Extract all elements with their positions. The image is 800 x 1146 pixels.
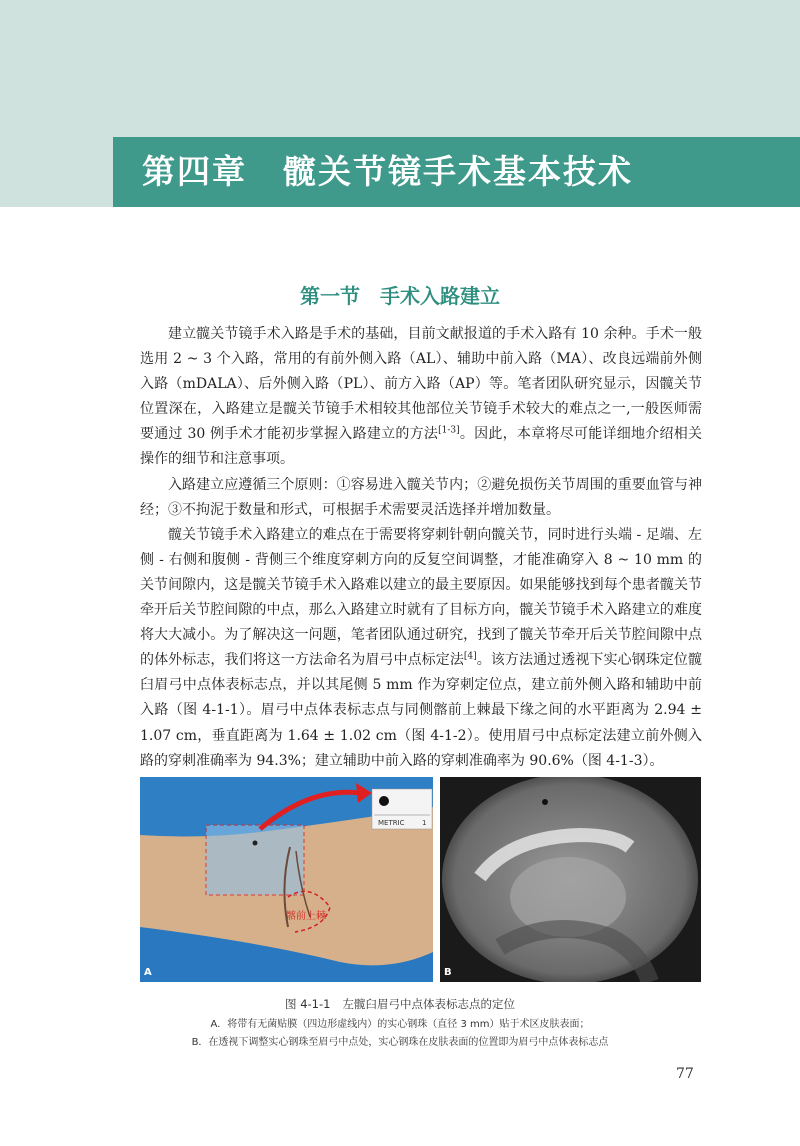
paragraph-3: 髋关节镜手术入路建立的难点在于需要将穿刺针朝向髋关节，同时进行头端 - 足端、左侧 - 右侧和腹侧 - 背侧三个维度穿刺方向的反复空间调整，才能准确穿入 8 ~ 10 mm 的关节间隙内，这是髋关节镜手术入路难以建立的最主要原因。如果能够找到每个患者髋关节牵开后关节腔间隙的中点，那么入路建立时就有了目标方向，髋关节镜手术入路建立的难度将大大减小。为了解决这一问题，笔者团队通过研究，找到了髋关节牵开后关节腔间隙中点的体外标志，我们将这一方法命名为眉弓中点标定法[4]。该方法通过透视下实心钢珠定位髋臼眉弓中点体表标志点，并以其尾侧 5 mm 作为穿刺定位点，建立前外侧入路和辅助中前入路（图 4-1-1）。眉弓中点体表标志点与同侧髂前上棘最下缘之间的水平距离为 2.94 ± 1.07 cm，垂直距离为 1.64 ± 1.02 cm（图 4-1-2）。使用眉弓中点标定法建立前外侧入路的穿刺准确率为 94.3%；建立辅助中前入路的穿刺准确率为 90.6%（图 4-1-3）。 (140, 526, 703, 769)
section-title (0, 280, 800, 309)
fluoroscopy-illustration (440, 777, 701, 982)
section-name: 手术入路建立 (380, 284, 500, 308)
panel-letter-b: B (444, 967, 452, 978)
figure-panel-b-xray (440, 777, 701, 982)
figure-caption (0, 996, 800, 1012)
metric-label: METRIC (378, 819, 405, 827)
asis-label: 髂前上棘 (286, 911, 326, 922)
metric-number: 1 (422, 819, 427, 827)
figure-panel-a-photo (140, 777, 433, 982)
steel-ball-closeup (379, 796, 389, 806)
steel-ball-xray (542, 799, 548, 805)
chapter-number: 第四章 (142, 152, 247, 191)
steel-ball-marker (253, 841, 258, 846)
sterile-film-region (206, 825, 304, 895)
page-number: 77 (676, 1066, 694, 1082)
body-text (140, 322, 702, 774)
figure-title: 左髋臼眉弓中点体表标志点的定位 (342, 997, 515, 1011)
figure-note-a: A．将带有无菌贴膜（四边形虚线内）的实心钢珠（直径 3 mm）贴于术区皮肤表面； (210, 1019, 590, 1030)
section-number: 第一节 (300, 284, 360, 308)
panel-letter-a: A (144, 967, 152, 978)
citation: [1-3] (438, 425, 460, 436)
paragraph-1: 建立髋关节镜手术入路是手术的基础，目前文献报道的手术入路有 10 余种。手术一般选用 2 ~ 3 个入路，常用的有前外侧入路（AL）、辅助中前入路（MA）、改良远端前外侧入路（mDALA）、后外侧入路（PL）、前方入路（AP）等。笔者团队研究显示，因髋关节位置深在，入路建立是髋关节镜手术相较其他部位关节镜手术较大的难点之一,一般医师需要通过 30 例手术才能初步掌握入路建立的方法[1-3]。因此，本章将尽可能详细地介绍相关操作的细节和注意事项。 (140, 326, 703, 468)
citation: [4] (463, 651, 477, 662)
skin-photo-illustration (140, 777, 433, 982)
figure-number: 图 4-1-1 (285, 997, 331, 1011)
paragraph-2: 入路建立应遵循三个原则：①容易进入髋关节内；②避免损伤关节周围的重要血管与神经；③不拘泥于数量和形式，可根据手术需要灵活选择并增加数量。 (140, 476, 702, 518)
chapter-name: 髋关节镜手术基本技术 (283, 152, 633, 191)
chapter-title (142, 146, 633, 193)
figure-note-b: B．在透视下调整实心钢珠至眉弓中点处，实心钢珠在皮肤表面的位置即为眉弓中点体表标志点 (191, 1037, 609, 1048)
